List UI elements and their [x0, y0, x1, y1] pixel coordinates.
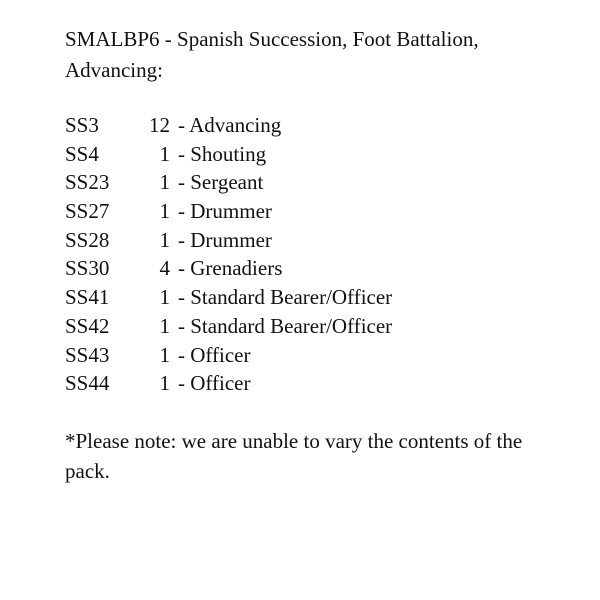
item-quantity: 1 [159, 227, 170, 252]
pack-title: SMALBP6 - Spanish Succession, Foot Battalion, Advancing: [65, 27, 479, 82]
item-quantity: 1 [159, 170, 170, 195]
list-item [65, 369, 545, 398]
item-description: - Drummer [178, 227, 272, 252]
list-item [65, 111, 545, 140]
item-description: - Shouting [178, 141, 267, 166]
item-code: SS41 [65, 285, 110, 310]
pack-note: *Please note: we are unable to vary the contents of the pack. [65, 429, 523, 483]
item-quantity: 12 [149, 113, 170, 137]
item-description: - Advancing [178, 113, 282, 137]
list-item [65, 312, 545, 341]
item-description: - Standard Bearer/Officer [178, 285, 393, 310]
item-description: - Standard Bearer/Officer [178, 313, 393, 338]
item-code: SS3 [65, 113, 99, 137]
item-code: SS28 [65, 227, 110, 252]
item-code: SS30 [65, 256, 110, 281]
item-code: SS27 [65, 199, 110, 224]
list-item [65, 168, 545, 197]
pack-contents-list [65, 111, 545, 398]
item-quantity: 1 [159, 285, 170, 310]
item-code: SS43 [65, 342, 110, 367]
list-item [65, 226, 545, 255]
item-quantity: 1 [159, 342, 170, 367]
list-item [65, 283, 545, 312]
item-quantity: 1 [159, 313, 170, 338]
list-item [65, 140, 545, 169]
list-item [65, 254, 545, 283]
item-code: SS4 [65, 141, 99, 166]
item-description: - Sergeant [178, 170, 264, 195]
item-quantity: 4 [159, 256, 170, 281]
list-item [65, 197, 545, 226]
item-code: SS23 [65, 170, 110, 195]
item-description: - Officer [178, 371, 251, 396]
item-quantity: 1 [159, 141, 170, 166]
item-description: - Officer [178, 342, 251, 367]
item-description: - Grenadiers [178, 256, 283, 281]
list-item [65, 341, 545, 370]
item-description: - Drummer [178, 199, 272, 224]
item-code: SS44 [65, 371, 110, 396]
item-code: SS42 [65, 313, 110, 338]
item-quantity: 1 [159, 199, 170, 224]
item-quantity: 1 [159, 371, 170, 396]
